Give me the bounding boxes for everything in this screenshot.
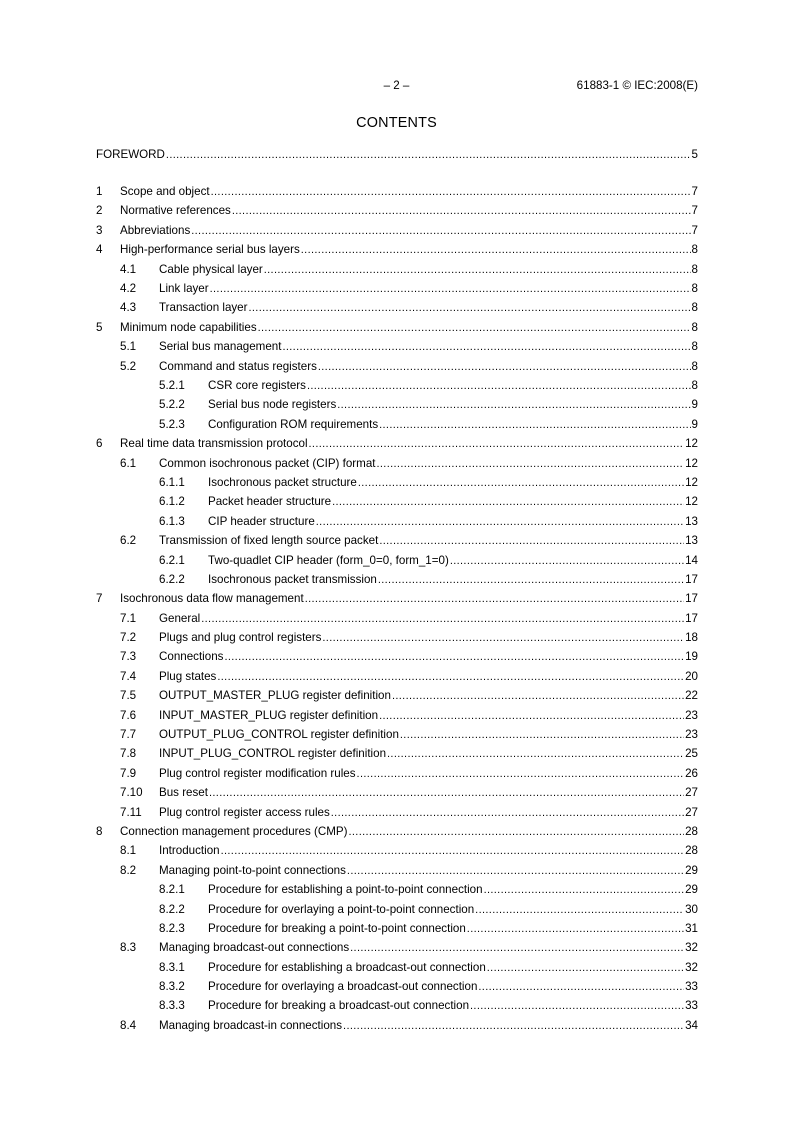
toc-entry-page: 23 [685,728,698,742]
toc-entry[interactable] [96,182,698,201]
toc-entry-number: 8.1 [120,844,137,858]
toc-entry-page: 7 [691,223,698,237]
toc-dot-leader [305,592,684,606]
toc-entry[interactable] [96,512,698,531]
toc-entry-page: 8 [691,378,698,392]
toc-dot-leader [318,360,691,374]
toc-entry-page: 13 [685,534,698,548]
toc-entry-label: Scope and object [120,185,210,199]
toc-entry[interactable] [96,531,698,550]
toc-entry[interactable] [96,1016,698,1035]
toc-dot-leader [470,999,684,1013]
toc-dot-leader [478,980,684,994]
toc-dot-leader [378,573,684,587]
toc-entry[interactable] [96,745,698,764]
toc-entry-page: 17 [685,572,698,586]
toc-entry-number: 5.2.3 [159,417,185,431]
toc-entry-page: 27 [685,786,698,800]
toc-dot-leader [249,301,691,315]
toc-entry-label: FOREWORD [96,147,165,161]
toc-entry[interactable] [96,241,698,260]
toc-dot-leader [316,515,684,529]
page-title: CONTENTS [356,115,437,131]
toc-entry-number: 7.8 [120,747,137,761]
toc-entry-page: 32 [685,960,698,974]
toc-dot-leader [301,243,691,257]
toc-dot-leader [232,204,691,218]
toc-entry[interactable] [96,997,698,1016]
toc-entry[interactable] [96,667,698,686]
toc-dot-leader [282,340,690,354]
toc-entry[interactable] [96,590,698,609]
toc-entry-label: Procedure for overlaying a broadcast-out connection [208,980,478,994]
toc-entry[interactable] [96,628,698,647]
toc-entry-label: Introduction [159,844,220,858]
toc-dot-leader [392,689,684,703]
toc-entry-label: Plug states [159,669,217,683]
toc-entry-label: Procedure for establishing a point-to-point connection [208,883,483,897]
toc-entry-label: Serial bus node registers [208,398,337,412]
toc-entry[interactable] [96,376,698,395]
toc-entry-label: Abbreviations [120,223,191,237]
toc-entry[interactable] [96,880,698,899]
toc-entry-label: Connection management procedures (CMP) [120,824,348,838]
toc-entry-number: 8 [96,824,103,838]
toc-entry[interactable] [96,415,698,434]
toc-entry-number: 6.1 [120,456,137,470]
toc-dot-leader [191,224,690,238]
toc-entry-label: Normative references [120,204,231,218]
toc-entry[interactable] [96,279,698,298]
toc-entry-page: 33 [685,980,698,994]
toc-dot-leader [331,806,684,820]
toc-dot-leader [201,612,684,626]
toc-entry-number: 7.5 [120,689,137,703]
toc-dot-leader [258,321,691,335]
toc-entry-label: OUTPUT_MASTER_PLUG register definition [159,689,391,703]
toc-entry-number: 7.4 [120,669,137,683]
toc-entry-label: Transmission of fixed length source packet [159,534,379,548]
toc-entry[interactable] [96,861,698,880]
toc-entry-label: Cable physical layer [159,262,263,276]
toc-entry-label: Procedure for establishing a broadcast-out connection [208,960,486,974]
page-number: – 2 – [383,79,410,92]
toc-entry[interactable] [96,493,698,512]
toc-entry-number: 6.1.2 [159,495,185,509]
toc-dot-leader [467,922,684,936]
toc-entry[interactable] [96,803,698,822]
toc-entry[interactable] [96,784,698,803]
toc-entry-number: 7.9 [120,766,137,780]
toc-entry-number: 7.7 [120,728,137,742]
toc-entry-page: 26 [685,766,698,780]
toc-entry-label: Common isochronous packet (CIP) format [159,456,376,470]
toc-entry-page: 17 [685,592,698,606]
toc-entry-page: 25 [685,747,698,761]
toc-dot-leader [264,263,691,277]
toc-entry-label: Connections [159,650,224,664]
toc-entry-page: 29 [685,863,698,877]
toc-entry-label: Serial bus management [159,340,282,354]
toc-entry-page: 22 [685,689,698,703]
toc-entry-number: 7.3 [120,650,137,664]
toc-entry-number: 6.1.1 [159,475,185,489]
toc-entry-number: 4.1 [120,262,137,276]
toc-entry-page: 8 [691,282,698,296]
toc-entry-label: Managing broadcast-in connections [159,1018,343,1032]
toc-entry-label: Plugs and plug control registers [159,631,322,645]
toc-entry-page: 23 [685,708,698,722]
toc-entry-number: 5.2 [120,359,137,373]
toc-entry[interactable] [96,648,698,667]
toc-entry[interactable] [96,919,698,938]
toc-entry-page: 27 [685,805,698,819]
toc-entry-page: 29 [685,883,698,897]
toc-entry-label: CIP header structure [208,514,315,528]
toc-entry-label: Real time data transmission protocol [120,437,308,451]
toc-entry-number: 7.6 [120,708,137,722]
toc-entry[interactable] [96,822,698,841]
toc-entry-page: 12 [685,495,698,509]
toc-entry-page: 31 [685,921,698,935]
toc-entry[interactable] [96,454,698,473]
toc-entry-page: 8 [691,320,698,334]
toc-entry-number: 8.3.1 [159,960,185,974]
toc-entry-label: Plug control register access rules [159,805,330,819]
toc-entry-number: 6.2 [120,534,137,548]
toc-dot-leader [487,961,684,975]
toc-entry-number: 4.2 [120,282,137,296]
toc-entry-label: Plug control register modification rules [159,766,356,780]
toc-dot-leader [309,437,685,451]
toc-entry-page: 32 [685,941,698,955]
toc-entry[interactable] [96,145,698,164]
toc-entry-page: 30 [685,902,698,916]
toc-dot-leader [209,786,684,800]
toc-entry-label: CSR core registers [208,378,306,392]
toc-entry-page: 9 [691,398,698,412]
toc-entry[interactable] [96,299,698,318]
toc-dot-leader [387,747,684,761]
toc-entry-label: Link layer [159,282,209,296]
toc-entry[interactable] [96,318,698,337]
toc-dot-leader [379,709,684,723]
toc-entry-page: 14 [685,553,698,567]
toc-entry-label: INPUT_PLUG_CONTROL register definition [159,747,387,761]
toc-entry-number: 6.2.1 [159,553,185,567]
toc-entry[interactable] [96,473,698,492]
toc-entry-page: 12 [685,456,698,470]
toc-entry[interactable] [96,570,698,589]
toc-entry[interactable] [96,725,698,744]
toc-entry-number: 8.4 [120,1018,137,1032]
toc-entry[interactable] [96,958,698,977]
toc-entry-number: 6 [96,437,103,451]
toc-entry-label: Two-quadlet CIP header (form_0=0, form_1=0) [208,553,449,567]
toc-entry-label: Configuration ROM requirements [208,417,379,431]
toc-entry-number: 6.1.3 [159,514,185,528]
toc-entry-label: Managing broadcast-out connections [159,941,350,955]
toc-entry-label: Procedure for breaking a point-to-point connection [208,921,466,935]
toc-dot-leader [322,631,684,645]
toc-dot-leader [224,650,684,664]
toc-entry-page: 8 [691,301,698,315]
toc-entry-page: 13 [685,514,698,528]
toc-entry-number: 8.3 [120,941,137,955]
toc-entry-number: 5.2.1 [159,378,185,392]
toc-entry-page: 18 [685,631,698,645]
toc-entry-page: 9 [691,417,698,431]
toc-entry-page: 8 [691,359,698,373]
toc-dot-leader [210,282,691,296]
toc-entry[interactable] [96,842,698,861]
toc-entry[interactable] [96,609,698,628]
toc-entry-number: 7 [96,592,103,606]
toc-entry-label: Managing point-to-point connections [159,863,346,877]
toc-entry-label: Minimum node capabilities [120,320,257,334]
toc-entry-page: 20 [685,669,698,683]
toc-dot-leader [358,476,684,490]
toc-dot-leader [221,844,685,858]
toc-dot-leader [379,418,690,432]
toc-entry[interactable] [96,551,698,570]
toc-entry-number: 7.11 [120,805,142,819]
toc-entry[interactable] [96,939,698,958]
toc-entry-label: Bus reset [159,786,208,800]
toc-entry-label: OUTPUT_PLUG_CONTROL register definition [159,728,399,742]
toc-entry-number: 7.2 [120,631,137,645]
toc-entry-label: INPUT_MASTER_PLUG register definition [159,708,379,722]
toc-entry-page: 19 [685,650,698,664]
toc-entry-label: Packet header structure [208,495,332,509]
toc-entry-number: 1 [96,185,103,199]
toc-dot-leader [217,670,684,684]
toc-entry-number: 4.3 [120,301,137,315]
toc-entry-page: 8 [691,262,698,276]
toc-entry-page: 7 [691,204,698,218]
toc-entry-page: 28 [685,824,698,838]
toc-dot-leader [400,728,684,742]
toc-entry-number: 2 [96,204,103,218]
toc-entry[interactable] [96,977,698,996]
toc-entry-label: General [159,611,201,625]
toc-entry-number: 6.2.2 [159,572,185,586]
toc-dot-leader [379,534,684,548]
toc-entry-number: 8.2.2 [159,902,185,916]
toc-entry-page: 7 [691,185,698,199]
toc-entry-page: 8 [691,243,698,257]
toc-dot-leader [332,495,684,509]
toc-entry-number: 5.2.2 [159,398,185,412]
toc-entry-number: 7.1 [120,611,137,625]
toc-dot-leader [484,883,685,897]
toc-entry[interactable] [96,687,698,706]
toc-entry[interactable] [96,764,698,783]
toc-entry-page: 12 [685,475,698,489]
toc-entry-label: High-performance serial bus layers [120,243,300,257]
toc-entry-page: 5 [691,147,698,161]
toc-entry[interactable] [96,434,698,453]
toc-dot-leader [211,185,691,199]
toc-entry-page: 33 [685,999,698,1013]
toc-dot-leader [357,767,685,781]
toc-entry-number: 8.2.1 [159,883,185,897]
toc-dot-leader [343,1019,684,1033]
toc-dot-leader [307,379,691,393]
toc-entry-label: Transaction layer [159,301,248,315]
toc-dot-leader [475,903,684,917]
toc-entry-label: Isochronous packet transmission [208,572,377,586]
toc-entry[interactable] [96,706,698,725]
toc-entry-number: 3 [96,223,103,237]
toc-entry-label: Procedure for breaking a broadcast-out connection [208,999,470,1013]
toc-entry-page: 17 [685,611,698,625]
toc-dot-leader [166,148,691,162]
toc-entry[interactable] [96,260,698,279]
toc-entry-page: 12 [685,437,698,451]
toc-dot-leader [347,864,684,878]
toc-entry[interactable] [96,221,698,240]
toc-entry[interactable] [96,357,698,376]
toc-entry-number: 8.2.3 [159,921,185,935]
toc-entry-page: 28 [685,844,698,858]
toc-dot-leader [348,825,684,839]
toc-dot-leader [377,457,685,471]
toc-entry-number: 8.3.3 [159,999,185,1013]
toc-entry[interactable] [96,338,698,357]
document-identifier: 61883-1 © IEC:2008(E) [576,79,698,92]
toc-entry-label: Command and status registers [159,359,317,373]
toc-entry[interactable] [96,396,698,415]
toc-entry-page: 8 [691,340,698,354]
toc-entry-label: Procedure for overlaying a point-to-point connection [208,902,475,916]
toc-dot-leader [450,554,684,568]
toc-dot-leader [350,941,684,955]
toc-entry-number: 8.2 [120,863,137,877]
toc-entry-number: 5 [96,320,103,334]
toc-entry[interactable] [96,202,698,221]
toc-entry-number: 4 [96,243,103,257]
toc-entry-label: Isochronous data flow management [120,592,304,606]
toc-entry-label: Isochronous packet structure [208,475,357,489]
toc-entry[interactable] [96,900,698,919]
toc-entry-page: 34 [685,1018,698,1032]
toc-entry-number: 5.1 [120,340,137,354]
toc-entry-number: 7.10 [120,786,143,800]
table-of-contents [96,145,698,1036]
toc-entry-number: 8.3.2 [159,980,185,994]
toc-dot-leader [337,398,690,412]
